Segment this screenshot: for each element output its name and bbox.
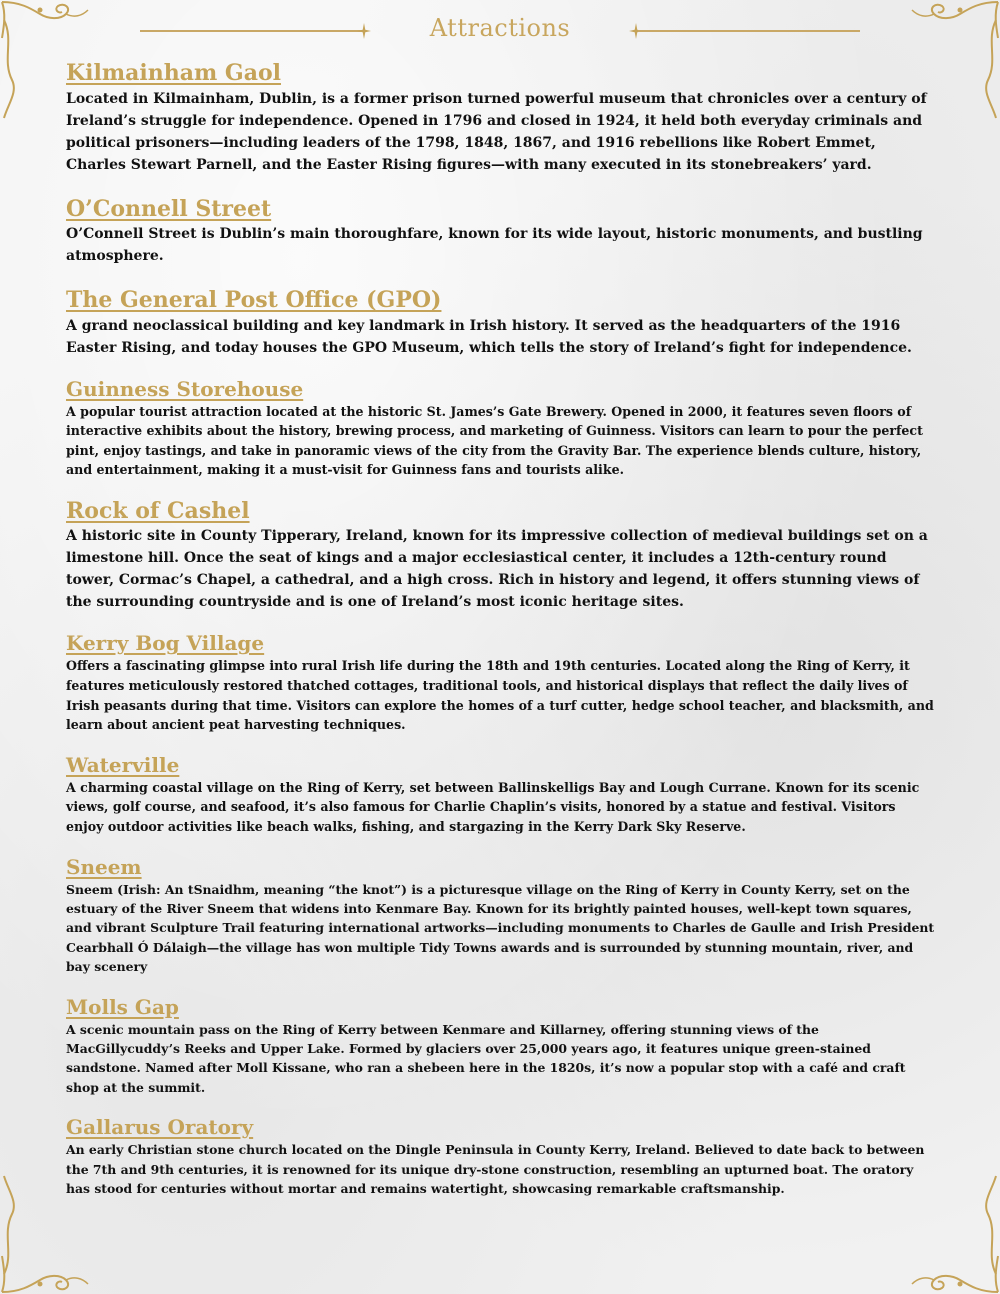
attraction-description: Located in Kilmainham, Dublin, is a former prison turned powerful museum that chronicles over a century of Ireland’s struggle for independence. Opened in 1796 and closed in 1924, it held both everyday criminals and political prisoners—including leaders of the 1798, 1848, 1867, and 1916 rebellions like Robert Emmet, Charles Stewart Parnell, and the Easter Rising figures—with many executed in its stonebreakers’ yard. <box>66 90 927 173</box>
attraction-description: A popular tourist attraction located at the historic St. James’s Gate Brewery. Opened in 2000, it features seven floors of interactive exhibits about the history, brewing process, and marketing of Guinness. Visitors can learn to pour the perfect pint, enjoy tastings, and take in panoramic views of the city from the Gravity Bar. The experience blends culture, history, and entertainment, making it a must-visit for Guinness fans and tourists alike. <box>66 403 923 478</box>
attraction-title: Rock of Cashel <box>66 497 250 524</box>
attraction-title: Waterville <box>66 752 180 777</box>
attraction-description: An early Christian stone church located on the Dingle Peninsula in County Kerry, Ireland. Believed to date back to between the 7th and 9th centuries, it is renowned for its unique dry-stone construction, resembling an upturned boat. The oratory has stood for centuries without mortar and remains watertight, showcasing remarkable craftsmanship. <box>66 1142 925 1196</box>
attraction-title: Sneem <box>66 854 142 879</box>
side-scroll-icon <box>978 1174 1000 1274</box>
attraction-title: The General Post Office (GPO) <box>66 287 442 313</box>
attractions-list <box>66 60 936 1198</box>
page-title: Attractions <box>429 14 571 42</box>
attraction-rock-of-cashel <box>66 498 936 614</box>
page-header <box>140 12 860 50</box>
side-scroll-icon <box>0 1174 22 1274</box>
attraction-title: O’Connell Street <box>66 195 272 222</box>
attraction-guinness-storehouse <box>66 377 936 480</box>
attraction-kilmainham-gaol <box>66 60 936 176</box>
attraction-description: O’Connell Street is Dublin’s main thoroughfare, known for its wide layout, historic monuments, and bustling atmosphere. <box>66 226 923 264</box>
attraction-title: Kerry Bog Village <box>66 631 265 656</box>
attraction-gallarus-oratory <box>66 1115 936 1198</box>
attraction-title: Gallarus Oratory <box>66 1115 254 1140</box>
side-scroll-icon <box>0 20 22 120</box>
attraction-description: Offers a fascinating glimpse into rural Irish life during the 18th and 19th centuries. Located along the Ring of Kerry, it features meticulously restored thatched cottages, traditional tools, and historical displays that reflect the daily lives of Irish peasants during that time. Visitors can explore the homes of a turf cutter, hedge school teacher, and blacksmith, and learn about ancient peat harvesting techniques. <box>66 658 934 733</box>
header-rule-right <box>638 30 860 32</box>
attraction-kerry-bog-village <box>66 631 936 734</box>
attraction-title: Guinness Storehouse <box>66 376 304 401</box>
attraction-description: A grand neoclassical building and key landmark in Irish history. It served as the headquarters of the 1916 Easter Rising, and today houses the GPO Museum, which tells the story of Ireland’s fight for independence. <box>66 317 912 356</box>
attraction-gpo <box>66 287 936 359</box>
attraction-sneem <box>66 855 936 977</box>
attraction-description: Sneem (Irish: An tSnaidhm, meaning “the knot”) is a picturesque village on the Ring of Kerry in County Kerry, set on the estuary of the River Sneem that widens into Kenmare Bay. Known for its brightly painted houses, well-kept town squares, and vibrant Sculpture Trail featuring international artworks—including monuments to Charles de Gaulle and Irish President Cearbhall Ó Dálaigh—the village has won multiple Tidy Towns awards and is surrounded by stunning mountain, river, and bay scenery <box>66 881 935 975</box>
attraction-description: A charming coastal village on the Ring of Kerry, set between Ballinskelligs Bay and Lough Currane. Known for its scenic views, golf course, and seafood, it’s also famous for Charlie Chaplin’s visits, honored by a statue and festival. Visitors enjoy outdoor activities like beach walks, fishing, and stargazing in the Kerry Dark Sky Reserve. <box>66 779 920 834</box>
attraction-waterville <box>66 753 936 837</box>
attraction-description: A scenic mountain pass on the Ring of Kerry between Kenmare and Killarney, offering stunning views of the MacGillycuddy’s Reeks and Upper Lake. Formed by glaciers over 25,000 years ago, it features unique green-stained sandstone. Named after Moll Kissane, who ran a shebeen here in the 1820s, it’s now a popular stop with a café and craft shop at the summit. <box>66 1021 906 1095</box>
sparkle-icon <box>357 23 371 39</box>
attraction-molls-gap <box>66 995 936 1098</box>
attraction-oconnell-street <box>66 196 936 268</box>
attraction-title: Kilmainham Gaol <box>66 60 281 86</box>
side-scroll-icon <box>978 20 1000 120</box>
attraction-title: Molls Gap <box>66 994 179 1019</box>
attraction-description: A historic site in County Tipperary, Ireland, known for its impressive collection of medieval buildings set on a limestone hill. Once the seat of kings and a major ecclesiastical center, it includes a 12th-century round tower, Cormac’s Chapel, a cathedral, and a high cross. Rich in history and legend, it offers stunning views of the surrounding countryside and is one of Ireland’s most iconic heritage sites. <box>66 528 928 611</box>
header-rule-left <box>140 30 362 32</box>
